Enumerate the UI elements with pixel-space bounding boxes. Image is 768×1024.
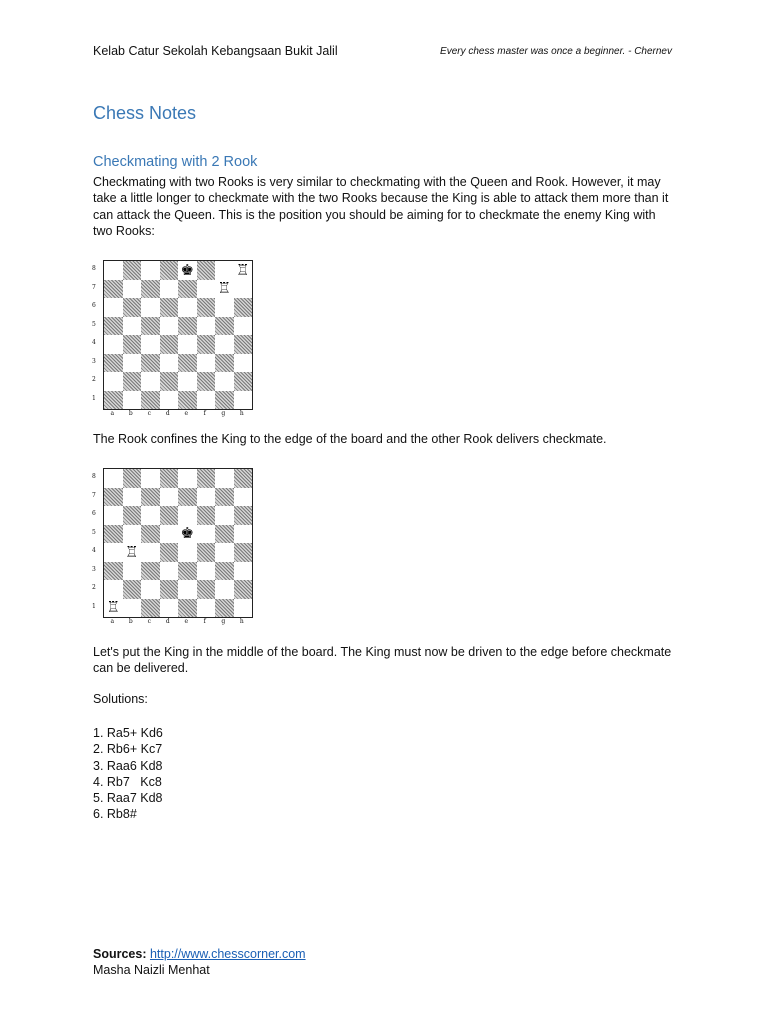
square-c6 <box>141 298 160 317</box>
square-e3 <box>178 354 197 373</box>
move-item: 6. Rb8# <box>93 807 137 822</box>
square-b7 <box>123 280 142 299</box>
chess-diagram-final-position <box>91 258 261 420</box>
move-item: 1. Ra5+ Kd6 <box>93 726 163 740</box>
file-label: c <box>147 618 151 625</box>
square-g4 <box>215 335 234 354</box>
confine-paragraph: The Rook confines the King to the edge of the board and the other Rook delivers checkmate. <box>93 432 607 446</box>
square-g6 <box>215 506 234 525</box>
square-h6 <box>234 298 253 317</box>
square-h5 <box>234 525 253 544</box>
square-d5 <box>160 525 179 544</box>
file-label: e <box>184 618 189 625</box>
square-h7 <box>234 488 253 507</box>
file-labels <box>103 410 251 417</box>
rank-label: 6 <box>92 302 96 309</box>
square-f5 <box>197 525 216 544</box>
square-a5 <box>104 525 123 544</box>
square-b3 <box>123 562 142 581</box>
file-label: h <box>239 618 244 625</box>
rank-label: 3 <box>92 565 96 573</box>
square-f2 <box>197 372 216 391</box>
square-d6 <box>160 506 179 525</box>
square-a1 <box>104 599 123 618</box>
square-f6 <box>197 506 216 525</box>
square-h2 <box>234 372 253 391</box>
square-f1 <box>197 599 216 618</box>
square-f8 <box>197 261 216 280</box>
square-h3 <box>234 562 253 581</box>
square-d1 <box>160 599 179 618</box>
square-d1 <box>160 391 179 410</box>
white-rook-icon: ♖ <box>215 280 234 299</box>
square-g5 <box>215 525 234 544</box>
square-a5 <box>104 317 123 336</box>
square-a4 <box>104 543 123 562</box>
rank-labels <box>92 260 102 408</box>
intro-paragraph: Checkmating with two Rooks is very similar to checkmating with the Queen and Rook. However, it may take a little longer to checkmate with the two Rooks because the King is able to attack them more than it can attack the Queen. This is the position you should be aiming for to checkmate the enemy King with two Rooks: <box>93 175 669 238</box>
square-f3 <box>197 562 216 581</box>
rank-label: 2 <box>92 376 96 383</box>
rank-label: 8 <box>92 265 96 272</box>
move-item: 3. Raa6 Kd8 <box>93 758 163 773</box>
square-b6 <box>123 298 142 317</box>
file-label: f <box>203 410 206 417</box>
square-d4 <box>160 543 179 562</box>
square-b8 <box>123 261 142 280</box>
square-g6 <box>215 298 234 317</box>
square-e5 <box>178 525 197 544</box>
square-a8 <box>104 469 123 488</box>
sources-label: Sources: <box>93 947 150 961</box>
square-g2 <box>215 580 234 599</box>
white-rook-icon: ♖ <box>234 261 253 280</box>
square-a1 <box>104 391 123 410</box>
file-label: g <box>221 618 226 625</box>
square-d2 <box>160 580 179 599</box>
rank-label: 5 <box>92 320 96 328</box>
rank-label: 2 <box>92 584 96 591</box>
square-c5 <box>141 317 160 336</box>
square-c6 <box>141 506 160 525</box>
square-f4 <box>197 335 216 354</box>
square-e2 <box>178 580 197 599</box>
square-e6 <box>178 298 197 317</box>
square-e1 <box>178 599 197 618</box>
square-g3 <box>215 354 234 373</box>
square-b1 <box>123 599 142 618</box>
file-label: a <box>110 618 115 625</box>
square-c4 <box>141 335 160 354</box>
rank-label: 4 <box>92 547 96 554</box>
square-c4 <box>141 543 160 562</box>
rank-label: 1 <box>92 394 96 402</box>
square-f1 <box>197 391 216 410</box>
square-g4 <box>215 543 234 562</box>
square-a8 <box>104 261 123 280</box>
square-e4 <box>178 543 197 562</box>
white-rook-icon: ♖ <box>104 599 123 618</box>
square-e4 <box>178 335 197 354</box>
square-a4 <box>104 335 123 354</box>
square-b5 <box>123 317 142 336</box>
square-d7 <box>160 488 179 507</box>
square-d3 <box>160 354 179 373</box>
square-c1 <box>141 599 160 618</box>
square-h3 <box>234 354 253 373</box>
move-item: 5. Raa7 Kd8 <box>93 791 163 806</box>
rank-label: 7 <box>92 283 96 291</box>
square-c8 <box>141 469 160 488</box>
square-b8 <box>123 469 142 488</box>
square-b6 <box>123 506 142 525</box>
square-h4 <box>234 335 253 354</box>
square-b5 <box>123 525 142 544</box>
file-label: a <box>110 410 115 417</box>
rank-label: 7 <box>92 491 96 499</box>
square-c7 <box>141 488 160 507</box>
file-label: b <box>128 410 133 417</box>
solution-moves-list <box>93 725 163 823</box>
square-g8 <box>215 261 234 280</box>
square-f3 <box>197 354 216 373</box>
square-b4 <box>123 543 142 562</box>
rank-label: 8 <box>92 473 96 480</box>
square-d6 <box>160 298 179 317</box>
square-a3 <box>104 562 123 581</box>
square-b3 <box>123 354 142 373</box>
black-king-icon: ♚ <box>178 261 197 280</box>
square-e2 <box>178 372 197 391</box>
square-h7 <box>234 280 253 299</box>
rank-label: 4 <box>92 339 96 346</box>
square-c8 <box>141 261 160 280</box>
file-label: g <box>221 410 226 417</box>
square-c2 <box>141 372 160 391</box>
square-g7 <box>215 488 234 507</box>
rank-label: 5 <box>92 528 96 536</box>
square-g1 <box>215 391 234 410</box>
solutions-label: Solutions: <box>93 692 148 706</box>
file-labels <box>103 618 251 625</box>
square-f2 <box>197 580 216 599</box>
square-g1 <box>215 599 234 618</box>
file-label: b <box>128 618 133 625</box>
author-name: Masha Naizli Menhat <box>93 963 210 977</box>
square-h2 <box>234 580 253 599</box>
square-e7 <box>178 280 197 299</box>
square-e7 <box>178 488 197 507</box>
square-c5 <box>141 525 160 544</box>
square-b1 <box>123 391 142 410</box>
file-label: d <box>165 410 170 417</box>
square-a7 <box>104 280 123 299</box>
chess-board <box>103 468 253 618</box>
square-h6 <box>234 506 253 525</box>
square-h8 <box>234 469 253 488</box>
square-b4 <box>123 335 142 354</box>
square-a2 <box>104 580 123 599</box>
square-a6 <box>104 298 123 317</box>
square-a7 <box>104 488 123 507</box>
rank-labels <box>92 468 102 616</box>
square-g3 <box>215 562 234 581</box>
square-g7 <box>215 280 234 299</box>
square-f4 <box>197 543 216 562</box>
square-c3 <box>141 562 160 581</box>
square-h8 <box>234 261 253 280</box>
chess-board <box>103 260 253 410</box>
move-item: 4. Rb7 Kc8 <box>93 774 162 789</box>
square-f5 <box>197 317 216 336</box>
square-e8 <box>178 469 197 488</box>
square-h1 <box>234 599 253 618</box>
square-f7 <box>197 488 216 507</box>
square-g8 <box>215 469 234 488</box>
square-c1 <box>141 391 160 410</box>
square-e6 <box>178 506 197 525</box>
file-label: c <box>147 410 151 417</box>
square-h5 <box>234 317 253 336</box>
square-b7 <box>123 488 142 507</box>
rank-label: 3 <box>92 357 96 365</box>
square-d4 <box>160 335 179 354</box>
square-d2 <box>160 372 179 391</box>
square-a6 <box>104 506 123 525</box>
sources-link[interactable]: http://www.chesscorner.com <box>149 947 306 961</box>
square-d8 <box>160 469 179 488</box>
header-quote: Every chess master was once a beginner. - Chernev <box>440 46 672 57</box>
square-d3 <box>160 562 179 581</box>
middle-paragraph: Let's put the King in the middle of the board. The King must now be driven to the edge before checkmate can be delivered. <box>93 645 672 676</box>
page-title: Chess Notes <box>93 103 197 123</box>
square-h4 <box>234 543 253 562</box>
square-c7 <box>141 280 160 299</box>
file-label: f <box>203 618 206 625</box>
square-e8 <box>178 261 197 280</box>
square-g5 <box>215 317 234 336</box>
square-e1 <box>178 391 197 410</box>
square-g2 <box>215 372 234 391</box>
section-title: Checkmating with 2 Rook <box>93 154 258 170</box>
square-f8 <box>197 469 216 488</box>
file-label: e <box>184 410 189 417</box>
square-a2 <box>104 372 123 391</box>
square-b2 <box>123 372 142 391</box>
file-label: d <box>165 618 170 625</box>
chess-diagram-start-position <box>91 466 261 628</box>
square-b2 <box>123 580 142 599</box>
header-club-name: Kelab Catur Sekolah Kebangsaan Bukit Jalil <box>93 44 338 58</box>
square-f7 <box>197 280 216 299</box>
black-king-icon: ♚ <box>178 525 197 544</box>
square-f6 <box>197 298 216 317</box>
square-h1 <box>234 391 253 410</box>
sources-line <box>93 947 306 961</box>
square-d8 <box>160 261 179 280</box>
square-a3 <box>104 354 123 373</box>
square-c2 <box>141 580 160 599</box>
square-d5 <box>160 317 179 336</box>
rank-label: 1 <box>92 602 96 610</box>
square-d7 <box>160 280 179 299</box>
square-e5 <box>178 317 197 336</box>
square-e3 <box>178 562 197 581</box>
white-rook-icon: ♖ <box>123 543 142 562</box>
square-c3 <box>141 354 160 373</box>
move-item: 2. Rb6+ Kc7 <box>93 742 163 757</box>
rank-label: 6 <box>92 510 96 517</box>
file-label: h <box>239 410 244 417</box>
